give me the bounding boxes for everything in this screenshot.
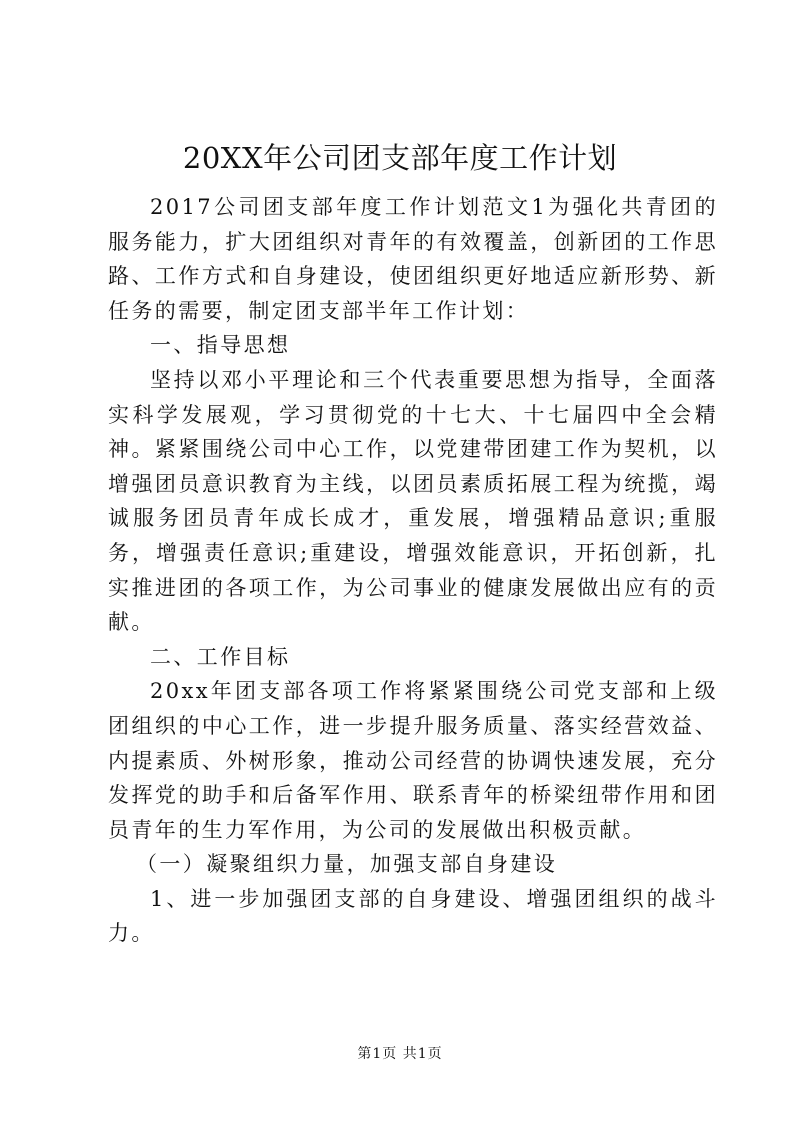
guiding-ideology-paragraph: 坚持以邓小平理论和三个代表重要思想为指导，全面落实科学发展观，学习贯彻党的十七大、十七届四中全会精神。紧紧围绕公司中心工作，以党建带团建工作为契机，以增强团员意识教育为主线，以团员素质拓展工程为统揽，竭诚服务团员青年成长成才，重发展，增强精品意识;重服务，增强责任意识;重建设，增强效能意识，开拓创新，扎实推进团的各项工作，为公司事业的健康发展做出应有的贡献。 [108, 367, 718, 635]
intro-paragraph: 2017公司团支部年度工作计划范文1为强化共青团的服务能力，扩大团组织对青年的有效覆盖，创新团的工作思路、工作方式和自身建设，使团组织更好地适应新形势、新任务的需要，制定团支部半年工作计划： [108, 195, 718, 323]
document-body [108, 190, 718, 951]
section-heading-work-goals: 二、工作目标 [150, 644, 291, 669]
section-heading-guiding-ideology: 一、指导思想 [150, 333, 291, 358]
work-goals-paragraph: 20xx年团支部各项工作将紧紧围绕公司党支部和上级团组织的中心工作，进一步提升服务质量、落实经营效益、内提素质、外树形象，推动公司经营的协调快速发展，充分发挥党的助手和后备军作用、联系青年的桥梁纽带作用和团员青年的生力军作用，为公司的发展做出积极贡献。 [108, 679, 718, 842]
item-one-paragraph: 1、进一步加强团支部的自身建设、增强团组织的战斗力。 [108, 886, 718, 946]
subsection-heading-organization: （一）凝聚组织力量，加强支部自身建设 [136, 852, 558, 877]
page-footer: 第1页 共1页 [357, 1046, 443, 1062]
document-title: 20XX年公司团支部年度工作计划 [182, 141, 618, 175]
